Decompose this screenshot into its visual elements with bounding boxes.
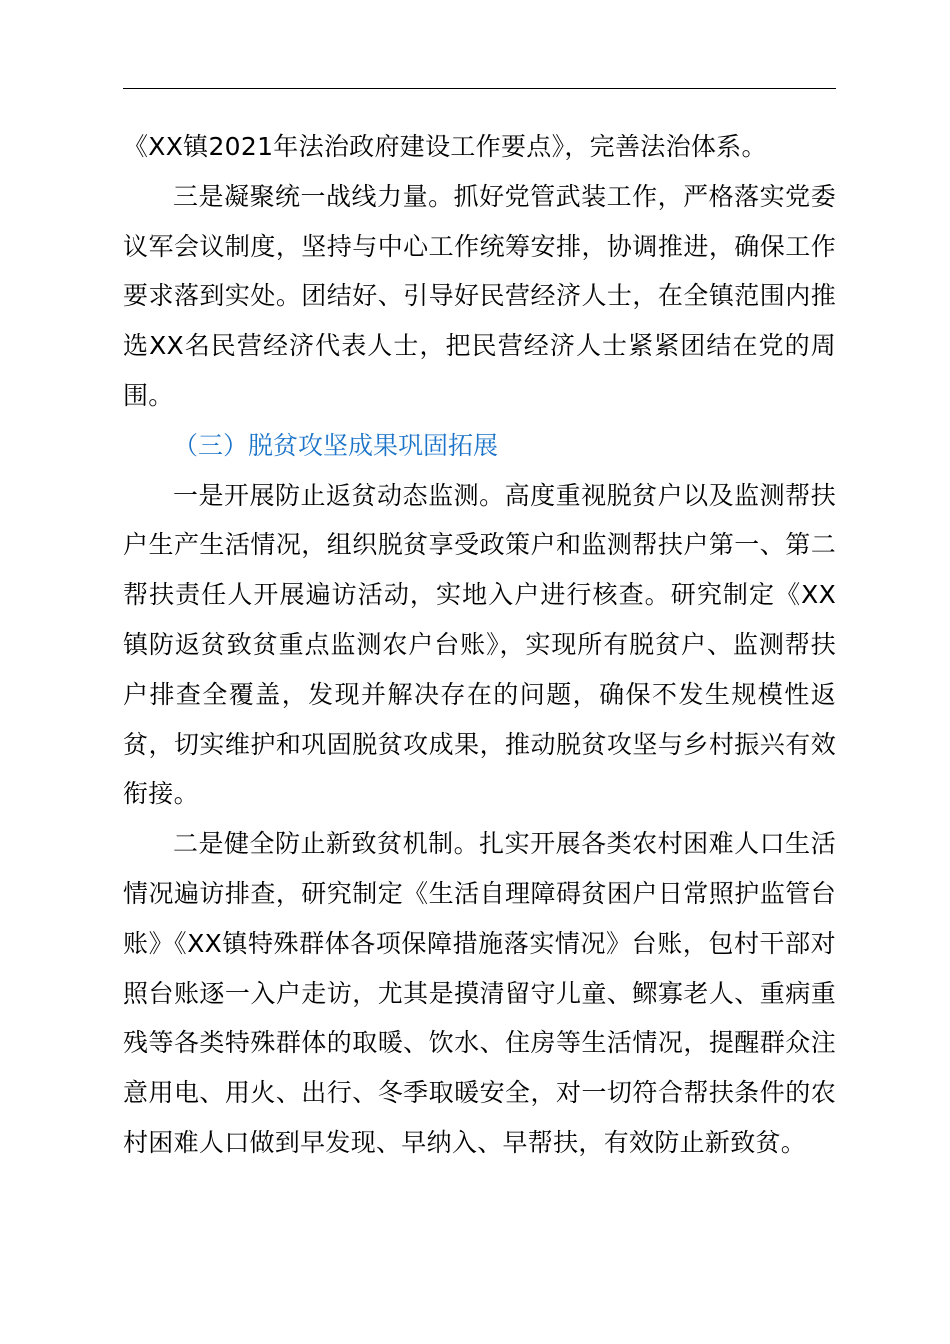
document-body (123, 122, 836, 1168)
paragraph-poverty-monitoring: 一是开展防止返贫动态监测。高度重视脱贫户以及监测帮扶户生产生活情况，组织脱贫享受政策户和监测帮扶户第一、第二帮扶责任人开展遍访活动，实地入户进行核查。研究制定《XX镇防返贫致贫重点监测农户台账》，实现所有脱贫户、监测帮扶户排查全覆盖，发现并解决存在的问题，确保不发生规模性返贫，切实维护和巩固脱贫攻成果，推动脱贫攻坚与乡村振兴有效衔接。 (123, 480, 836, 809)
paragraph-new-poverty-prevention: 二是健全防止新致贫机制。扎实开展各类农村困难人口生活情况遍访排查，研究制定《生活自理障碍贫困户日常照护监管台账》《XX镇特殊群体各项保障措施落实情况》台账，包村干部对照台账逐一入户走访，尤其是摸清留守儿童、鳏寡老人、重病重残等各类特殊群体的取暖、饮水、住房等生活情况，提醒群众注意用电、用火、出行、冬季取暖安全，对一切符合帮扶条件的农村困难人口做到早发现、早纳入、早帮扶，有效防止新致贫。 (123, 829, 836, 1157)
paragraph-united-front: 三是凝聚统一战线力量。抓好党管武装工作，严格落实党委议军会议制度，坚持与中心工作统筹安排，协调推进，确保工作要求落到实处。团结好、引导好民营经济人士，在全镇范围内推选XX名民营经济代表人士，把民营经济人士紧紧团结在党的周围。 (123, 181, 836, 410)
section-heading: （三）脱贫攻坚成果巩固拓展 (173, 430, 499, 460)
paragraph-continuation: 《XX镇2021年法治政府建设工作要点》，完善法治体系。 (123, 132, 767, 161)
header-rule (123, 88, 836, 89)
